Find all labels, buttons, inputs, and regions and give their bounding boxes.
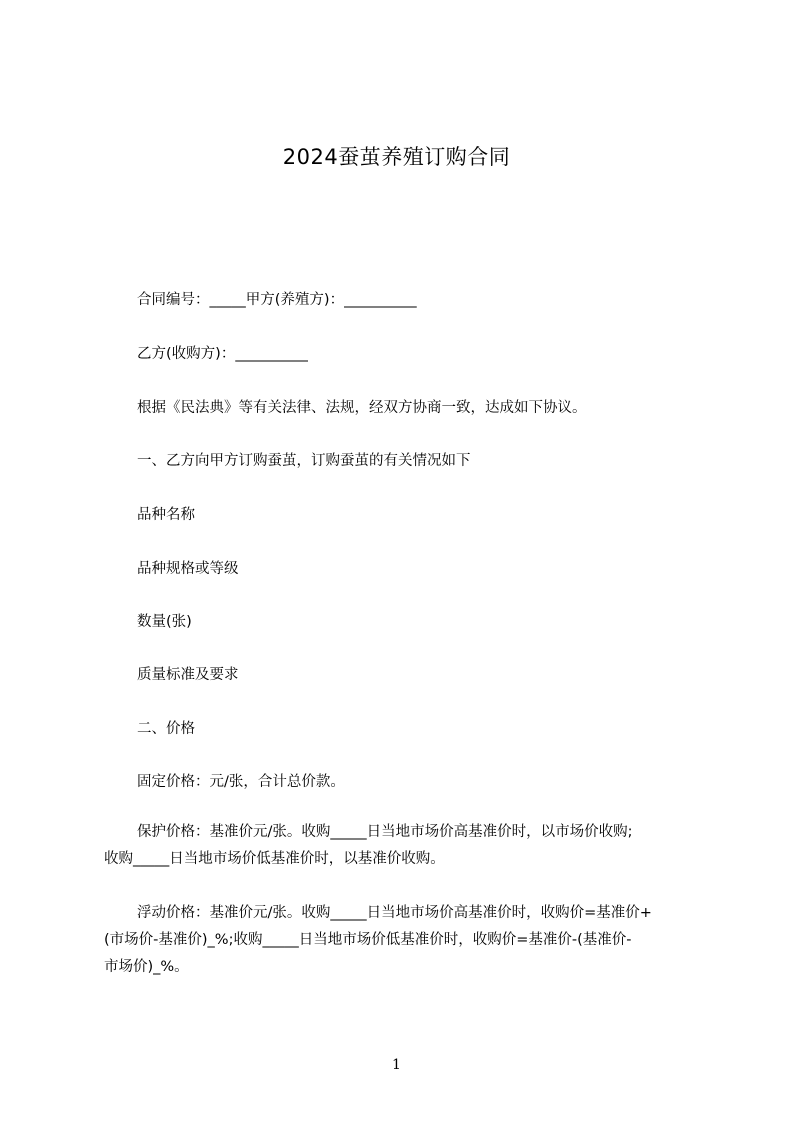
legal-basis-paragraph: 根据《民法典》等有关法律、法规，经双方协商一致，达成如下协议。 — [137, 400, 587, 416]
floating-price-line-3: 市场价)_%。 — [104, 959, 189, 975]
variety-spec-label: 品种规格或等级 — [137, 561, 239, 577]
quality-standard-label: 质量标准及要求 — [137, 667, 239, 683]
party-b-line: 乙方(收购方)：__________ — [137, 346, 308, 362]
section-one-heading: 一、乙方向甲方订购蚕茧，订购蚕茧的有关情况如下 — [137, 453, 471, 469]
protected-price-line-1: 保护价格：基准价元/张。收购_____日当地市场价高基准价时，以市场价收购; — [137, 824, 633, 840]
floating-price-line-1: 浮动价格：基准价元/张。收购_____日当地市场价高基准价时，收购价=基准价+ — [137, 905, 652, 921]
contract-number-party-a-line: 合同编号：_____甲方(养殖方)：__________ — [137, 292, 417, 308]
variety-name-label: 品种名称 — [137, 507, 195, 523]
page-number: 1 — [392, 1057, 401, 1073]
section-two-heading: 二、价格 — [137, 721, 195, 737]
quantity-label: 数量(张) — [137, 614, 192, 630]
protected-price-paragraph — [104, 819, 704, 873]
floating-price-paragraph — [104, 900, 704, 981]
floating-price-line-2: (市场价-基准价)_%;收购_____日当地市场价低基准价时，收购价=基准价-(基准价- — [104, 932, 632, 948]
protected-price-line-2: 收购_____日当地市场价低基准价时，以基准价收购。 — [104, 851, 445, 867]
fixed-price-paragraph: 固定价格：元/张，合计总价款。 — [137, 774, 345, 790]
document-title: 2024蚕茧养殖订购合同 — [282, 145, 511, 169]
